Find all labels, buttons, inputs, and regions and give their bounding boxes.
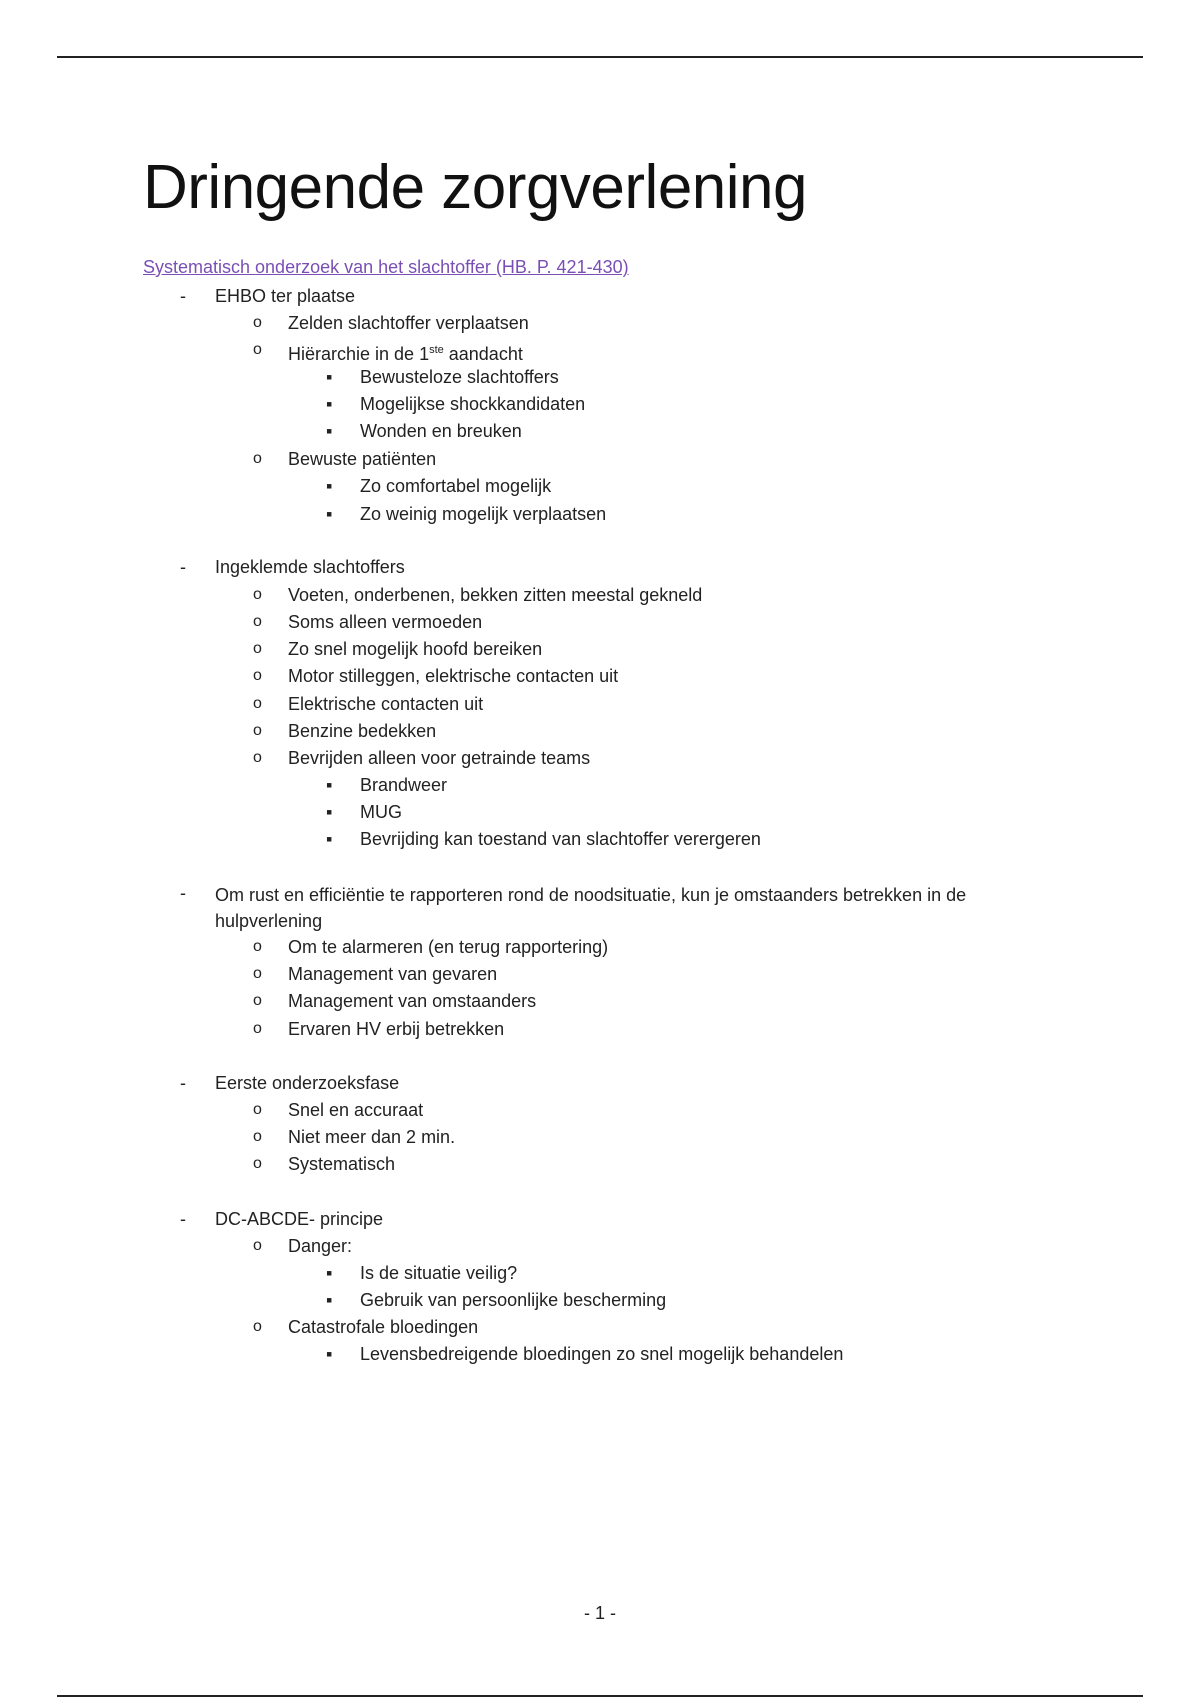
list-item-level3: Brandweer bbox=[360, 775, 448, 795]
dash-bullet: - bbox=[180, 557, 186, 577]
square-bullet: ▪ bbox=[326, 394, 333, 414]
list-item-level3: Is de situatie veilig? bbox=[360, 1263, 518, 1283]
list-item-level2: Elektrische contacten uit bbox=[288, 694, 484, 714]
square-bullet: ▪ bbox=[326, 476, 333, 496]
circle-bullet: o bbox=[253, 1101, 262, 1118]
list-item-level2: Niet meer dan 2 min. bbox=[288, 1127, 456, 1147]
list-item-level2: Soms alleen vermoeden bbox=[288, 612, 483, 632]
square-bullet: ▪ bbox=[326, 829, 333, 849]
circle-bullet: o bbox=[253, 613, 262, 630]
circle-bullet: o bbox=[253, 965, 262, 982]
circle-bullet: o bbox=[253, 586, 262, 603]
circle-bullet: o bbox=[253, 722, 262, 739]
circle-bullet: o bbox=[253, 1318, 262, 1335]
list-item-level2: Management van omstaanders bbox=[288, 991, 537, 1011]
list-item-level2: Voeten, onderbenen, bekken zitten meestal gekneld bbox=[288, 585, 703, 605]
section-heading-link[interactable]: Systematisch onderzoek van het slachtoffer (HB. P. 421-430) bbox=[143, 257, 629, 277]
square-bullet: ▪ bbox=[326, 1263, 333, 1283]
circle-bullet: o bbox=[253, 1237, 262, 1254]
list-item-text: aandacht bbox=[443, 344, 523, 364]
circle-bullet: o bbox=[253, 695, 262, 712]
footer-rule bbox=[57, 1695, 1143, 1697]
list-item-level2: Snel en accuraat bbox=[288, 1100, 424, 1120]
circle-bullet: o bbox=[253, 749, 262, 766]
list-item-level3: Zo weinig mogelijk verplaatsen bbox=[360, 504, 607, 524]
list-item-level1: Om rust en efficiëntie te rapporteren rond de noodsituatie, kun je omstaanders betrekken in de hulpverlening bbox=[215, 885, 967, 931]
list-item-level1: Ingeklemde slachtoffers bbox=[215, 557, 405, 577]
circle-bullet: o bbox=[253, 1128, 262, 1145]
circle-bullet: o bbox=[253, 1020, 262, 1037]
list-item-level2: Benzine bedekken bbox=[288, 721, 437, 741]
superscript-ordinal: ste bbox=[429, 344, 444, 356]
square-bullet: ▪ bbox=[326, 367, 333, 387]
circle-bullet: o bbox=[253, 938, 262, 955]
circle-bullet: o bbox=[253, 992, 262, 1009]
list-item-level1: EHBO ter plaatse bbox=[215, 286, 356, 306]
circle-bullet: o bbox=[253, 640, 262, 657]
list-item-level2: Management van gevaren bbox=[288, 964, 498, 984]
list-item-level2: Ervaren HV erbij betrekken bbox=[288, 1019, 505, 1039]
list-item-level3: Bewusteloze slachtoffers bbox=[360, 367, 559, 387]
list-item-level3: Mogelijkse shockkandidaten bbox=[360, 394, 586, 414]
dash-bullet: - bbox=[180, 883, 186, 903]
list-item-level2: Motor stilleggen, elektrische contacten uit bbox=[288, 666, 619, 686]
list-item-level2: Zelden slachtoffer verplaatsen bbox=[288, 313, 529, 333]
circle-bullet: o bbox=[253, 341, 262, 358]
list-item-level2: Catastrofale bloedingen bbox=[288, 1317, 479, 1337]
list-item-level1: Eerste onderzoeksfase bbox=[215, 1073, 400, 1093]
dash-bullet: - bbox=[180, 1209, 186, 1229]
list-item-level3: Bevrijding kan toestand van slachtoffer verergeren bbox=[360, 829, 761, 849]
square-bullet: ▪ bbox=[326, 802, 333, 822]
square-bullet: ▪ bbox=[326, 421, 333, 441]
square-bullet: ▪ bbox=[326, 1344, 333, 1364]
list-item-level2: Zo snel mogelijk hoofd bereiken bbox=[288, 639, 543, 659]
list-item-level3: Gebruik van persoonlijke bescherming bbox=[360, 1290, 667, 1310]
list-item-level2: Om te alarmeren (en terug rapportering) bbox=[288, 937, 609, 957]
list-item-level2: Bevrijden alleen voor getrainde teams bbox=[288, 748, 591, 768]
circle-bullet: o bbox=[253, 667, 262, 684]
circle-bullet: o bbox=[253, 1155, 262, 1172]
square-bullet: ▪ bbox=[326, 504, 333, 524]
list-item-level1: DC-ABCDE- principe bbox=[215, 1209, 384, 1229]
list-item-level3: MUG bbox=[360, 802, 402, 822]
page-title: Dringende zorgverlening bbox=[143, 153, 808, 222]
square-bullet: ▪ bbox=[326, 1290, 333, 1310]
page-number: - 1 - bbox=[583, 1603, 616, 1623]
list-item-level2: Danger: bbox=[288, 1236, 353, 1256]
circle-bullet: o bbox=[253, 450, 262, 467]
dash-bullet: - bbox=[180, 1073, 186, 1093]
list-item-text: Hiërarchie in de 1 bbox=[288, 344, 430, 364]
list-item-level2: Bewuste patiënten bbox=[288, 449, 437, 469]
square-bullet: ▪ bbox=[326, 775, 333, 795]
dash-bullet: - bbox=[180, 286, 186, 306]
list-item-level3: Levensbedreigende bloedingen zo snel mogelijk behandelen bbox=[360, 1344, 844, 1364]
list-item-level2: Systematisch bbox=[288, 1154, 396, 1174]
circle-bullet: o bbox=[253, 314, 262, 331]
header-rule bbox=[57, 56, 1143, 58]
list-item-level3: Zo comfortabel mogelijk bbox=[360, 476, 552, 496]
list-item-level3: Wonden en breuken bbox=[360, 421, 522, 441]
list-item-level2 bbox=[288, 339, 523, 365]
